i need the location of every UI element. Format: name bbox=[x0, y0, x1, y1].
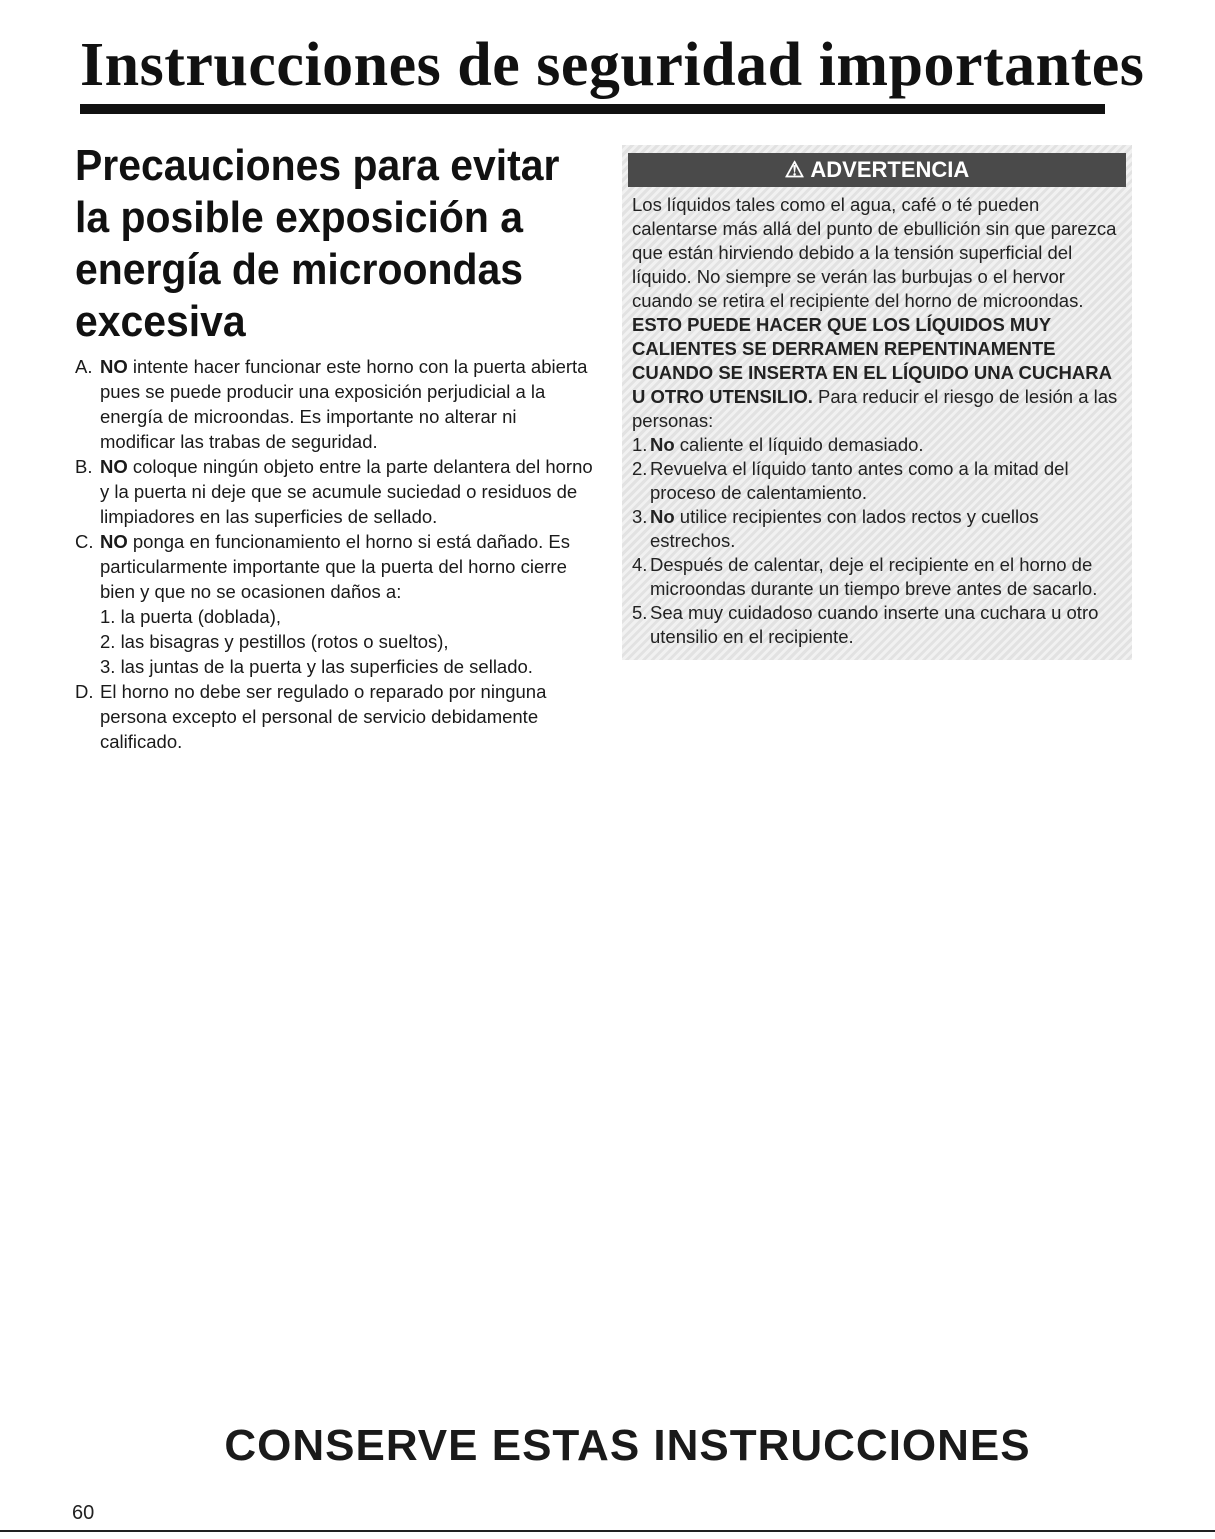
item-letter: C. bbox=[75, 531, 94, 552]
item-text: Revuelva el líquido tanto antes como a la mitad del proceso de calentamiento. bbox=[650, 458, 1069, 503]
warning-text bbox=[632, 193, 1124, 433]
page-title: Instrucciones de seguridad importantes bbox=[80, 31, 1145, 99]
list-item bbox=[632, 505, 1124, 553]
warning-triangle-icon: ⚠ bbox=[784, 157, 805, 182]
precautions-section bbox=[75, 140, 595, 754]
item-text: Sea muy cuidadoso cuando inserte una cuchara u otro utensilio en el recipiente. bbox=[650, 602, 1099, 647]
precautions-list bbox=[75, 354, 595, 754]
item-number: 2. bbox=[632, 458, 648, 479]
item-letter: D. bbox=[75, 681, 94, 702]
sub-item: 3. las juntas de la puerta y las superficies de sellado. bbox=[100, 656, 533, 677]
item-text: utilice recipientes con lados rectos y cuellos estrechos. bbox=[650, 506, 1039, 551]
warning-intro: Los líquidos tales como el agua, café o té pueden calentarse más allá del punto de ebullición sin que parezca que están hirviendo debido a la tensión superficial del líquido. No siempre se verán las burbujas o el hervor cuando se retira el recipiente del horno de microondas. bbox=[632, 194, 1117, 311]
item-text: El horno no debe ser regulado o reparado por ninguna persona excepto el personal de servicio debidamente calificado. bbox=[100, 681, 547, 752]
list-item bbox=[75, 354, 595, 454]
warning-lead: Para reducir el riesgo de lesión a las personas: bbox=[632, 386, 1118, 431]
title-rule bbox=[80, 104, 1105, 114]
item-text: Después de calentar, deje el recipiente en el horno de microondas durante un tiempo breve antes de sacarlo. bbox=[650, 554, 1098, 599]
footer-title: CONSERVE ESTAS INSTRUCCIONES bbox=[224, 1421, 1031, 1470]
list-item bbox=[632, 553, 1124, 601]
warning-box bbox=[622, 145, 1132, 660]
item-number: 4. bbox=[632, 554, 648, 575]
item-number: 1. bbox=[632, 434, 648, 455]
warning-title: ADVERTENCIA bbox=[810, 157, 970, 182]
item-emphasis: NO bbox=[100, 356, 128, 377]
list-item bbox=[632, 433, 1124, 457]
item-letter: B. bbox=[75, 456, 93, 477]
sub-item: 2. las bisagras y pestillos (rotos o sueltos), bbox=[100, 631, 449, 652]
sub-item: 1. la puerta (doblada), bbox=[100, 606, 282, 627]
item-emphasis: NO bbox=[100, 456, 128, 477]
warning-header bbox=[628, 153, 1126, 187]
list-item bbox=[75, 529, 595, 679]
list-item bbox=[632, 601, 1124, 649]
warning-caps: ESTO PUEDE HACER QUE LOS LÍQUIDOS MUY CALIENTES SE DERRAMEN REPENTINAMENTE CUANDO SE INSERTA EN EL LÍQUIDO UNA CUCHARA U OTRO UTENSILIO. bbox=[632, 314, 1112, 407]
item-number: 3. bbox=[632, 506, 648, 527]
list-item bbox=[75, 454, 595, 529]
item-text: intente hacer funcionar este horno con la puerta abierta pues se puede producir una exposición perjudicial a la energía de microondas. Es importante no alterar ni modificar las trabas de seguridad. bbox=[100, 356, 588, 452]
damage-sublist bbox=[100, 604, 595, 679]
list-item bbox=[632, 457, 1124, 505]
item-emphasis: NO bbox=[100, 531, 128, 552]
item-emphasis: No bbox=[650, 506, 675, 527]
page-number: 60 bbox=[72, 1502, 95, 1524]
item-number: 5. bbox=[632, 602, 648, 623]
item-text: caliente el líquido demasiado. bbox=[674, 434, 924, 455]
item-letter: A. bbox=[75, 356, 93, 377]
warning-list bbox=[632, 433, 1124, 649]
warning-body bbox=[622, 187, 1132, 649]
bottom-rule bbox=[0, 1530, 1215, 1532]
item-text: ponga en funcionamiento el horno si está dañado. Es particularmente importante que la puerta del horno cierre bien y que no se ocasionen daños a: bbox=[100, 531, 571, 602]
item-text: coloque ningún objeto entre la parte delantera del horno y la puerta ni deje que se acumule suciedad o residuos de limpiadores en las superficies de sellado. bbox=[100, 456, 593, 527]
item-emphasis: No bbox=[650, 434, 675, 455]
section-heading: Precauciones para evitar la posible exposición a energía de microondas excesiva bbox=[75, 141, 560, 346]
list-item bbox=[75, 679, 595, 754]
